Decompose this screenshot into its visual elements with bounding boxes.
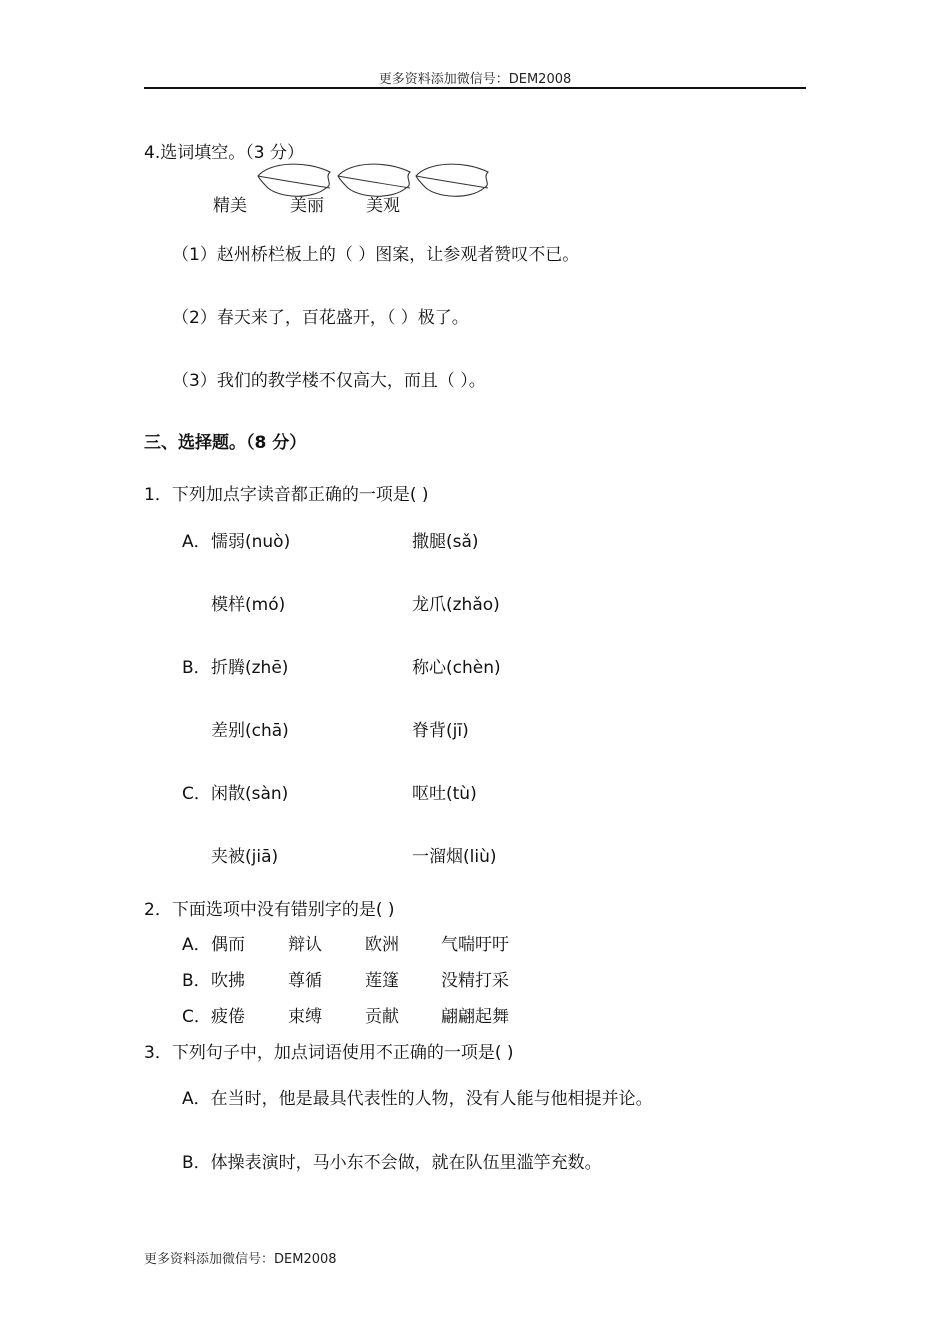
q2-option-label-b: B． <box>182 971 211 991</box>
mc-question-1-stem: 1．下列加点字读音都正确的一项是( ) <box>144 485 429 505</box>
leaf-icon-3 <box>416 164 488 196</box>
mc-question-2-stem: 2．下面选项中没有错别字的是( ) <box>144 900 395 920</box>
q2-a-word-3: 欧洲 <box>365 935 399 955</box>
q2-c-word-4: 翩翩起舞 <box>441 1007 509 1027</box>
q2-c-word-3: 贡献 <box>365 1007 399 1027</box>
q2-c-word-2: 束缚 <box>288 1007 322 1027</box>
q1-a-left: 懦弱(nuò) <box>211 532 291 552</box>
q2-option-label-a: A． <box>182 935 211 955</box>
q1-a-right: 撒腿(sǎ) <box>412 532 479 552</box>
q1-c-left: 闲散(sàn) <box>211 784 289 804</box>
q1-b-right: 称心(chèn) <box>412 658 501 678</box>
word-option-3: 美观 <box>366 196 400 216</box>
page-footer: 更多资料添加微信号：DEM2008 <box>144 1252 337 1267</box>
q2-b-word-3: 莲篷 <box>365 971 399 991</box>
mc-question-3-stem: 3．下列句子中，加点词语使用不正确的一项是( ) <box>144 1043 514 1063</box>
word-option-2: 美丽 <box>290 196 324 216</box>
q1-option-label-b: B． <box>182 658 211 678</box>
q2-a-word-2: 辩认 <box>288 935 322 955</box>
q2-b-word-1: 吹拂 <box>211 971 245 991</box>
section-3-title: 三、选择题。（8 分） <box>144 433 307 453</box>
q1-b-left: 折腾(zhē) <box>211 658 289 678</box>
page-header: 更多资料添加微信号：DEM2008 <box>378 72 572 87</box>
question-4-title: 4.选词填空。（3 分） <box>144 143 304 163</box>
header-divider <box>144 87 806 89</box>
q2-b-word-2: 尊循 <box>288 971 322 991</box>
q2-a-word-1: 偶而 <box>211 935 245 955</box>
q1-c2-left: 夹被(jiā) <box>211 847 279 867</box>
q2-option-label-c: C． <box>182 1007 211 1027</box>
q2-c-word-1: 疲倦 <box>211 1007 245 1027</box>
q1-option-label-a: A． <box>182 532 211 552</box>
fill-blank-item-1: （1）赵州桥栏板上的（ ）图案，让参观者赞叹不已。 <box>172 245 580 265</box>
q1-a2-right: 龙爪(zhǎo) <box>412 595 500 615</box>
q1-b2-right: 脊背(jī) <box>412 721 469 741</box>
q1-option-label-c: C． <box>182 784 211 804</box>
q2-b-word-4: 没精打采 <box>441 971 509 991</box>
q3-option-b: B．体操表演时，马小东不会做，就在队伍里滥竽充数。 <box>182 1153 602 1173</box>
q1-a2-left: 模样(mó) <box>211 595 286 615</box>
q1-c2-right: 一溜烟(liù) <box>412 847 497 867</box>
fill-blank-item-2: （2）春天来了，百花盛开，（ ）极了。 <box>172 308 469 328</box>
q2-a-word-4: 气喘吁吁 <box>441 935 509 955</box>
q1-b2-left: 差别(chā) <box>211 721 289 741</box>
fill-blank-item-3: （3）我们的教学楼不仅高大，而且（ ）。 <box>172 371 486 391</box>
q3-option-a: A．在当时，他是最具代表性的人物，没有人能与他相提并论。 <box>182 1089 653 1109</box>
word-option-1: 精美 <box>213 196 247 216</box>
q1-c-right: 呕吐(tù) <box>412 784 477 804</box>
